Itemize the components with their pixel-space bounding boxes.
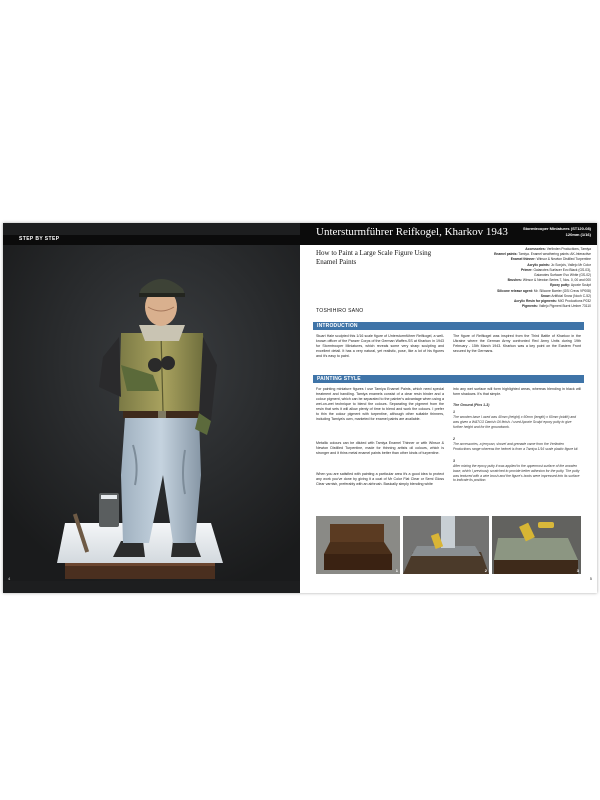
materials-item: Acrylic paints: Jo Sonja's, Vallejo Mr Color bbox=[527, 262, 591, 267]
step-photo-number: 2 bbox=[484, 568, 487, 573]
step-caption-3: After mixing the epoxy putty it was applied to the uppermost surface of the wooden base, which I previously scratched to provide better adhesion for the putty. The putty was textured with a wire brush and the figure's boots were impressed into its surface to indicate its position. bbox=[453, 464, 580, 483]
page-number-left: 4 bbox=[8, 576, 11, 581]
materials-item: Gaianotes Surfacer Evo White (GS-02) bbox=[534, 273, 591, 278]
intro-text-col1: Stuart Hale sculpted this 1/16 scale figure of Untersturmführer Reifkogel, a well-known officer of the Panzer Corps of the German Waffen-SS at Kharkov in 1943 for Stormtrooper Miniatures, which reveals some very sharp sculpting and excellent detail. It has a very natural, yet realistic, pose, like a lot of his figures and it's easy to paint. bbox=[316, 334, 444, 358]
materials-item: Accessories: Verlinden Productions, Tamiya bbox=[525, 247, 591, 251]
painted-figure-image bbox=[3, 245, 300, 581]
step-photo-2 bbox=[403, 516, 489, 574]
figure-photo bbox=[3, 245, 300, 581]
wooden-base-image bbox=[316, 516, 400, 574]
materials-item: Brushes: Winsor & Newton Series 7, Nos. 0, 00 and 000 bbox=[507, 278, 591, 283]
magazine-spread bbox=[3, 223, 597, 593]
left-page bbox=[3, 223, 300, 593]
style-text-col2: into any wet surface will form highlighted areas, whereas blending in black will form shadows. It's that simple. bbox=[453, 387, 581, 396]
step-photo-1 bbox=[316, 516, 400, 574]
style-paragraph-1: For painting miniature figures I use Tamiya Enamel Paints, which need special treatment and handling. Tamiya enamels consist of a clear resin binder and a colour pigment, which can be separated to the painter's advantage when using a wet-on-wet technique to blend the colours. Separating the pigment from the resin that sets it will allow plenty of time to blend and work the colours. I prefer to thin the colour pigment with turpentine, although other suitable thinners, including Tamiya's own, marketed for enamel paints are available. bbox=[316, 387, 444, 421]
step-number: 1 bbox=[453, 410, 455, 414]
materials-item: Acrylic Resin for pigments: MIG Productions P032 bbox=[514, 299, 591, 304]
step-caption-2: The accessories, a jerrycan, shovel and grenade came from the Verlinden Productions range whereas the helmet is from a Tamiya 1/16 scale plastic figure kit. bbox=[453, 442, 579, 451]
materials-item: Primer: Gaianotes Surfacer Evo Black (GS-03), bbox=[520, 267, 591, 272]
author-name: TOSHIHIRO SANO bbox=[316, 308, 364, 314]
kit-reference-line2: 120mm (1/16) bbox=[565, 232, 591, 237]
materials-item: Silicone release agent: Mr. Silicone Barrier (GSI Creos VP008) bbox=[497, 288, 591, 293]
materials-list bbox=[431, 247, 591, 309]
section-tag: STEP BY STEP bbox=[19, 236, 60, 242]
intro-text-col2: The figure of Reifkogel was inspired from the Third Battle of Kharkov in the Ukraine where the German Army confronted Red Army Units during 19th February - 15th March 1943. Kharkov was a key point on the Eastern Front secured by the Germans. bbox=[453, 334, 581, 353]
materials-item: Epoxy putty: Apoxie Sculpt bbox=[550, 283, 591, 288]
step-photo-3 bbox=[492, 516, 581, 574]
materials-item: Enamel thinner: Winsor & Newton Distilled Turpentine bbox=[510, 257, 591, 262]
step-photo-number: 3 bbox=[576, 568, 579, 573]
materials-item: Snow: Artificial Snow (Noch C-52) bbox=[540, 293, 591, 298]
step-number: 3 bbox=[453, 459, 455, 463]
article-subtitle: How to Paint a Large Scale Figure Using Enamel Paints bbox=[316, 249, 432, 266]
style-paragraph-2: Metallic colours can be diluted with Tamiya Enamel Thinner or with Winsor & Newton Distilled Turpentine, made for thinning artists oil colours, which is stronger and it thins metal enamel paints better than other kinds of turpentine. bbox=[316, 441, 444, 455]
kit-reference-line1: Stormtrooper Miniatures (ST120-08) bbox=[522, 226, 591, 231]
article-title: Untersturmführer Reifkogel, Kharkov 1943 bbox=[316, 226, 508, 238]
introduction-heading: INTRODUCTION bbox=[317, 323, 358, 329]
step-photo-number: 1 bbox=[395, 568, 398, 573]
painting-style-heading: PAINTING STYLE bbox=[317, 376, 361, 382]
step-number: 2 bbox=[453, 437, 455, 441]
materials-item: Pigments: Vallejo Pigment Burnt Umber 73110 bbox=[522, 304, 591, 309]
page-number-right: 5 bbox=[589, 576, 592, 581]
kit-reference bbox=[523, 226, 591, 238]
base-with-boots-image bbox=[403, 516, 489, 574]
style-paragraph-3: When you are satisfied with painting a particular area it's a good idea to protect any work you've done by giving it a coat of Mr Color Flat Clear or Semi Gloss Clear varnish, preferably with an airbrush. Basically simply blending white bbox=[316, 472, 444, 486]
right-page bbox=[300, 223, 597, 593]
materials-item: Enamel paints: Tamiya. Enamel weathering paints: AK-Interactive bbox=[494, 252, 591, 257]
textured-groundwork-image bbox=[492, 516, 581, 574]
step-caption-1: The wooden base I used was 40mm (height) x 60mm (length) x 60mm (width) and was given a WATCO Danish Oil finish. I used Apoxie Sculpt epoxy putty to give further height and for the groundwork. bbox=[453, 415, 577, 429]
ground-step-title: The Ground (Pics 1-3) bbox=[453, 403, 490, 407]
